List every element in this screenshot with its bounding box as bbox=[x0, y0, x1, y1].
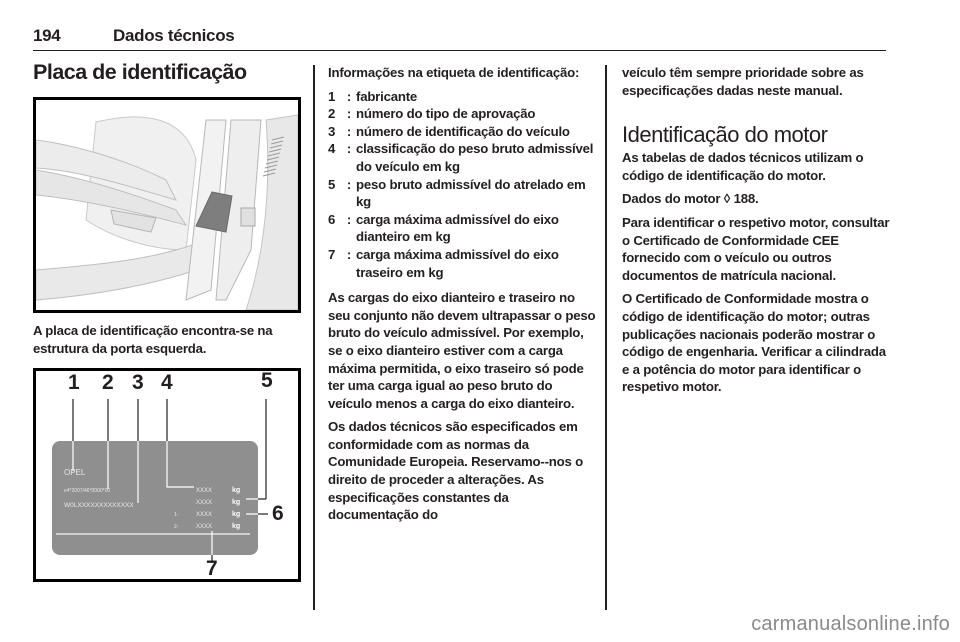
axle-load-paragraph: As cargas do eixo dianteiro e traseiro no seu conjunto não devem ultrapassar o peso bruto do veículo admissível. Por exemplo, se o eixo dianteiro estiver com a carga máxima permitida, o eixo traseiro só pode ter uma carga igual ao peso bruto do veículo menos a carga do eixo dianteiro. bbox=[328, 290, 596, 411]
certificate-paragraph: O Certificado de Conformidade mostra o código de identificação do motor; outras publicações nacionais poderão mostrar o código de engenharia. Verificar a cilindrada e a potência do motor para identificar o respetivo motor. bbox=[622, 291, 886, 395]
item-text: peso bruto admissível do atrelado em kg bbox=[356, 176, 586, 210]
specifications-paragraph: Os dados técnicos são especificados em conformidade com as normas da Comunidade Europeia. Reservamo--nos o direito de proceder a alterações. As especificações constantes da documentação do bbox=[328, 419, 583, 523]
id-plate-drawing bbox=[36, 371, 298, 579]
item-number: 2 bbox=[328, 106, 336, 122]
svg-text:XXXX: XXXX bbox=[196, 512, 213, 518]
caption-text: A placa de identificação encontra-se na estrutura da porta esquerda. bbox=[33, 323, 273, 356]
svg-text:OPEL: OPEL bbox=[64, 468, 86, 477]
callout-7: 7 bbox=[206, 557, 218, 579]
list-item bbox=[328, 176, 596, 211]
svg-text:kg: kg bbox=[232, 511, 241, 518]
column-1 bbox=[33, 58, 301, 86]
column-3 bbox=[622, 64, 890, 402]
list-item bbox=[328, 211, 596, 246]
svg-text:kg: kg bbox=[232, 499, 241, 506]
item-separator: : bbox=[346, 176, 352, 192]
item-number: 3 bbox=[328, 123, 336, 139]
item-text: classificação do peso bruto admissível do veículo em kg bbox=[356, 141, 594, 174]
door-pillar-drawing bbox=[36, 100, 298, 310]
item-number: 4 bbox=[328, 141, 336, 157]
column-2 bbox=[328, 64, 596, 530]
item-separator: : bbox=[346, 141, 352, 157]
list-item bbox=[328, 123, 596, 141]
continued-paragraph: veículo têm sempre prioridade sobre as especificações dadas neste manual. bbox=[622, 65, 864, 98]
list-intro: Informações na etiqueta de identificação: bbox=[328, 65, 580, 80]
callout-3: 3 bbox=[132, 371, 144, 394]
svg-text:kg: kg bbox=[232, 487, 241, 494]
plate-info-list bbox=[328, 88, 596, 282]
item-separator: : bbox=[346, 211, 352, 227]
item-number: 5 bbox=[328, 176, 336, 192]
svg-text:XXXX: XXXX bbox=[196, 500, 213, 506]
reference-label: Dados do motor bbox=[622, 191, 721, 207]
item-number: 7 bbox=[328, 246, 336, 262]
svg-text:1-: 1- bbox=[174, 512, 179, 518]
list-item bbox=[328, 105, 596, 123]
list-item bbox=[328, 140, 596, 175]
item-text: carga máxima admissível do eixo dianteiro em kg bbox=[356, 211, 559, 245]
callout-1: 1 bbox=[68, 371, 80, 394]
engine-id-paragraph: As tabelas de dados técnicos utilizam o código de identificação do motor. bbox=[622, 150, 864, 183]
svg-text:XXXX: XXXX bbox=[196, 488, 213, 494]
item-separator: : bbox=[346, 106, 352, 122]
column-divider bbox=[313, 65, 315, 610]
watermark: carmanualsonline.info bbox=[751, 613, 950, 635]
svg-text:kg: kg bbox=[232, 523, 241, 530]
id-plate-diagram bbox=[33, 368, 301, 582]
item-text: número de identificação do veículo bbox=[356, 123, 570, 139]
page-reference-icon: ◊ bbox=[723, 191, 731, 207]
figure-caption bbox=[33, 322, 301, 363]
callout-6: 6 bbox=[272, 502, 284, 525]
svg-text:e4*2007/46*0000*00: e4*2007/46*0000*00 bbox=[64, 488, 111, 494]
svg-text:XXXX: XXXX bbox=[196, 524, 213, 530]
running-title: Dados técnicos bbox=[113, 26, 235, 45]
item-separator: : bbox=[346, 246, 352, 262]
section-title: Placa de identificação bbox=[33, 60, 247, 84]
item-text: número do tipo de aprovação bbox=[356, 106, 536, 122]
item-text: fabricante bbox=[356, 88, 418, 104]
header-rule bbox=[33, 50, 886, 51]
list-item bbox=[328, 88, 596, 106]
engine-id-title: Identificação do motor bbox=[622, 122, 828, 148]
door-pillar-illustration bbox=[33, 97, 301, 313]
item-text: carga máxima admissível do eixo traseiro em kg bbox=[356, 246, 559, 280]
column-divider bbox=[605, 65, 607, 610]
callout-5: 5 bbox=[261, 371, 273, 392]
page-number: 194 bbox=[33, 26, 61, 45]
svg-text:W0LXXXXXXXXXXXXX: W0LXXXXXXXXXXXXX bbox=[64, 502, 134, 509]
callout-4: 4 bbox=[161, 371, 173, 394]
item-number: 1 bbox=[328, 88, 336, 104]
item-separator: : bbox=[346, 88, 352, 104]
item-separator: : bbox=[346, 123, 352, 139]
list-item bbox=[328, 246, 596, 281]
svg-text:2-: 2- bbox=[174, 524, 179, 530]
page-header bbox=[33, 26, 886, 50]
identify-engine-paragraph: Para identificar o respetivo motor, consultar o Certificado de Conformidade CEE fornecido com o veículo ou outros documentos de matrícula nacional. bbox=[622, 214, 890, 283]
page-reference-link[interactable]: 188. bbox=[733, 191, 759, 207]
item-number: 6 bbox=[328, 211, 336, 227]
engine-data-reference bbox=[622, 190, 890, 208]
callout-2: 2 bbox=[102, 371, 114, 394]
